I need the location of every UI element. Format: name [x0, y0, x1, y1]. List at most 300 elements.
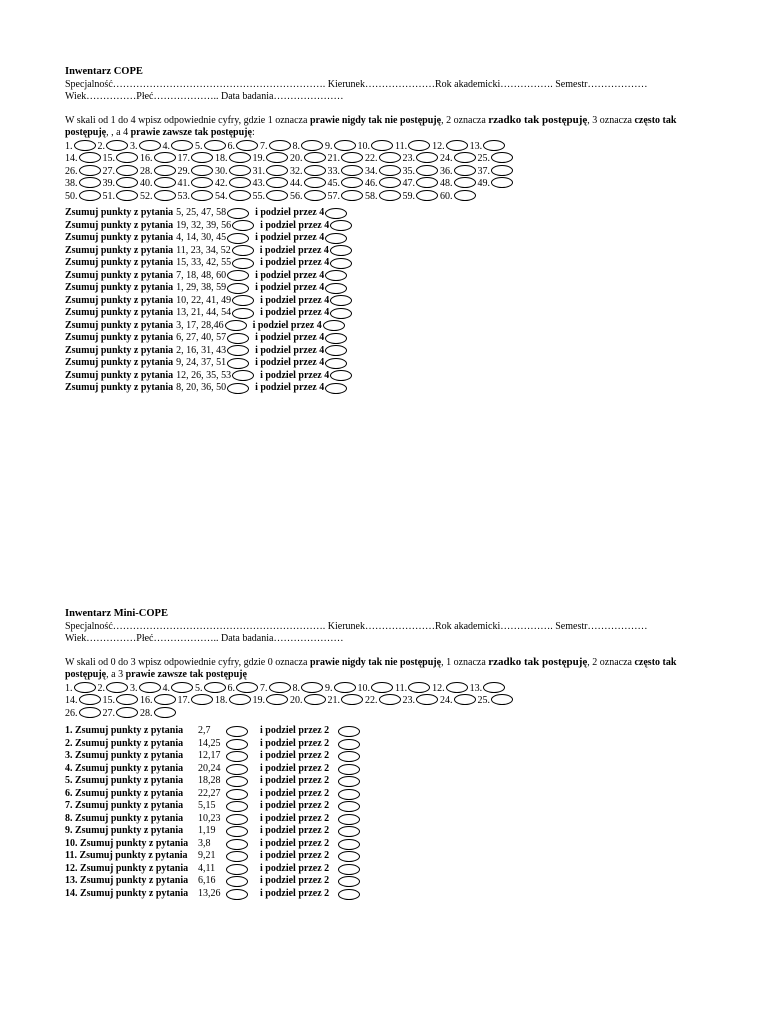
- result-oval[interactable]: [338, 789, 360, 800]
- item-number: 17.: [177, 695, 190, 706]
- sum-label: 14. Zsumuj punkty z pytania: [65, 887, 189, 899]
- answer-item: [65, 682, 98, 696]
- answer-oval[interactable]: [304, 152, 326, 163]
- result-oval[interactable]: [338, 764, 360, 775]
- answer-oval[interactable]: [204, 682, 226, 693]
- item-number: 21.: [327, 153, 340, 164]
- result-oval[interactable]: [325, 383, 347, 394]
- item-number: 37.: [477, 165, 490, 177]
- answer-oval[interactable]: [416, 190, 438, 201]
- answer-oval[interactable]: [379, 152, 401, 163]
- sum-oval[interactable]: [226, 826, 248, 837]
- sum-oval[interactable]: [232, 245, 254, 256]
- answer-oval[interactable]: [171, 682, 193, 693]
- result-oval[interactable]: [338, 851, 360, 862]
- answer-oval[interactable]: [154, 190, 176, 201]
- sum-label: Zsumuj punkty z pytania: [65, 369, 174, 381]
- result-oval[interactable]: [338, 801, 360, 812]
- answer-oval[interactable]: [304, 177, 326, 188]
- answer-oval[interactable]: [79, 177, 101, 188]
- answer-oval[interactable]: [416, 177, 438, 188]
- answer-oval[interactable]: [334, 140, 356, 151]
- answer-item: [65, 177, 103, 191]
- answer-oval[interactable]: [79, 165, 101, 176]
- item-number: 57.: [327, 190, 340, 202]
- answer-oval[interactable]: [106, 140, 128, 151]
- result-oval[interactable]: [325, 233, 347, 244]
- answer-item: [403, 694, 441, 708]
- result-oval[interactable]: [325, 208, 347, 219]
- cope-info-line-1: Specjalność………………………………………………………. Kierunek…………………Rok akademicki……………. Semestr………………: [65, 78, 648, 90]
- answer-oval[interactable]: [379, 694, 401, 705]
- sum-oval[interactable]: [232, 295, 254, 306]
- sum-oval[interactable]: [226, 776, 248, 787]
- answer-oval[interactable]: [341, 152, 363, 163]
- item-number: 59.: [402, 190, 415, 202]
- answer-item: [178, 165, 216, 179]
- sum-label: Zsumuj punkty z pytania: [65, 307, 174, 318]
- answer-item: [328, 694, 366, 708]
- result-oval[interactable]: [338, 776, 360, 787]
- answer-oval[interactable]: [154, 177, 176, 188]
- sum-label: 3. Zsumuj punkty z pytania: [65, 750, 184, 761]
- item-number: 25.: [477, 695, 490, 706]
- item-number: 7.: [260, 682, 268, 694]
- answer-oval[interactable]: [116, 152, 138, 163]
- answer-item: [103, 177, 141, 191]
- item-number: 27.: [102, 707, 115, 719]
- answer-oval[interactable]: [341, 177, 363, 188]
- answer-oval[interactable]: [266, 177, 288, 188]
- result-oval[interactable]: [338, 839, 360, 850]
- item-number: 23.: [402, 153, 415, 164]
- answer-oval[interactable]: [191, 165, 213, 176]
- answer-item: [253, 190, 291, 204]
- answer-item: [253, 694, 291, 708]
- divide-label: i podziel przez 4: [255, 232, 325, 243]
- answer-oval[interactable]: [229, 152, 251, 163]
- answer-oval[interactable]: [116, 190, 138, 201]
- answer-item: [178, 694, 216, 708]
- answer-oval[interactable]: [446, 140, 468, 151]
- answer-oval[interactable]: [266, 694, 288, 705]
- answer-oval[interactable]: [341, 694, 363, 705]
- item-number: 14.: [65, 153, 78, 164]
- scoring-row: [65, 875, 725, 888]
- answer-oval[interactable]: [266, 165, 288, 176]
- answer-oval[interactable]: [371, 140, 393, 151]
- answer-oval[interactable]: [116, 694, 138, 705]
- item-numbers: 3,8: [198, 837, 211, 849]
- answer-item: [228, 140, 261, 154]
- answer-oval[interactable]: [191, 177, 213, 188]
- item-number: 48.: [440, 178, 453, 189]
- answer-oval[interactable]: [341, 165, 363, 176]
- answer-item: [432, 682, 470, 696]
- answer-oval[interactable]: [454, 165, 476, 176]
- answer-oval[interactable]: [116, 177, 138, 188]
- mini-cope-section: [65, 608, 725, 900]
- divide-label: i podziel przez 4: [255, 269, 325, 281]
- sum-oval[interactable]: [227, 358, 249, 369]
- sum-oval[interactable]: [226, 801, 248, 812]
- sum-label: Zsumuj punkty z pytania: [65, 294, 174, 306]
- item-number: 5.: [195, 140, 203, 152]
- answer-row: [65, 707, 725, 720]
- result-oval[interactable]: [325, 333, 347, 344]
- divide-label: i podziel przez 4: [255, 382, 325, 393]
- answer-oval[interactable]: [416, 694, 438, 705]
- item-number: 10.: [357, 682, 370, 694]
- answer-oval[interactable]: [301, 682, 323, 693]
- answer-item: [358, 140, 396, 154]
- item-number: 2.: [97, 140, 105, 152]
- answer-item: [215, 177, 253, 191]
- sum-label: 5. Zsumuj punkty z pytania: [65, 775, 184, 786]
- instr-text: , 3 oznacza: [587, 114, 635, 126]
- answer-item: [365, 694, 403, 708]
- answer-item: [260, 140, 293, 154]
- result-oval[interactable]: [325, 345, 347, 356]
- item-numbers: 5,15: [198, 800, 216, 811]
- item-number: 24.: [440, 695, 453, 706]
- item-number: 10.: [357, 140, 370, 152]
- divide-label: i podziel przez 2: [260, 787, 330, 799]
- instr-text: W skali od 1 do 4 wpisz odpowiednie cyfry, gdzie 1 oznacza: [65, 114, 310, 126]
- result-oval[interactable]: [338, 726, 360, 737]
- answer-oval[interactable]: [79, 152, 101, 163]
- answer-item: [98, 682, 131, 696]
- item-number: 60.: [440, 190, 453, 202]
- scoring-row: [65, 245, 725, 258]
- answer-oval[interactable]: [491, 694, 513, 705]
- answer-oval[interactable]: [454, 694, 476, 705]
- answer-item: [65, 694, 103, 708]
- sum-oval[interactable]: [226, 851, 248, 862]
- item-numbers: 14,25: [198, 737, 221, 749]
- result-oval[interactable]: [338, 889, 360, 900]
- answer-oval[interactable]: [416, 165, 438, 176]
- item-number: 58.: [365, 190, 378, 202]
- answer-item: [478, 165, 516, 179]
- divide-label: i podziel przez 2: [260, 775, 330, 786]
- sum-label: Zsumuj punkty z pytania: [65, 319, 174, 331]
- item-number: 25.: [477, 153, 490, 164]
- item-number: 40.: [140, 178, 153, 189]
- answer-item: [163, 682, 196, 696]
- answer-oval[interactable]: [191, 190, 213, 201]
- result-oval[interactable]: [330, 308, 352, 319]
- sum-label: Zsumuj punkty z pytania: [65, 269, 174, 281]
- answer-oval[interactable]: [454, 177, 476, 188]
- answer-oval[interactable]: [139, 682, 161, 693]
- answer-oval[interactable]: [491, 152, 513, 163]
- answer-item: [195, 140, 228, 154]
- item-numbers: 20,24: [198, 762, 221, 774]
- item-number: 24.: [440, 153, 453, 164]
- answer-oval[interactable]: [408, 682, 430, 693]
- answer-oval[interactable]: [269, 682, 291, 693]
- answer-item: [178, 190, 216, 204]
- item-numbers: 8, 20, 36, 50: [176, 382, 227, 393]
- answer-item: [478, 694, 516, 708]
- sum-oval[interactable]: [227, 233, 249, 244]
- item-number: 4.: [162, 682, 170, 694]
- answer-oval[interactable]: [229, 165, 251, 176]
- answer-item: [403, 177, 441, 191]
- sum-oval[interactable]: [227, 283, 249, 294]
- answer-item: [395, 682, 432, 696]
- cope-info-line-2: Wiek……………Płeć……………….. Data badania…………………: [65, 91, 344, 102]
- answer-oval[interactable]: [171, 140, 193, 151]
- answer-item: [103, 165, 141, 179]
- item-numbers: 2,7: [198, 725, 211, 736]
- answer-item: [253, 152, 291, 166]
- result-oval[interactable]: [325, 358, 347, 369]
- answer-oval[interactable]: [116, 707, 138, 718]
- answer-item: [260, 682, 293, 696]
- answer-oval[interactable]: [236, 682, 258, 693]
- mini-cope-title: Inwentarz Mini-COPE: [65, 608, 168, 619]
- sum-oval[interactable]: [226, 751, 248, 762]
- item-number: 55.: [252, 190, 265, 202]
- answer-oval[interactable]: [266, 190, 288, 201]
- sum-oval[interactable]: [232, 258, 254, 269]
- answer-item: [103, 190, 141, 204]
- answer-item: [440, 152, 478, 166]
- answer-item: [98, 140, 131, 154]
- answer-oval[interactable]: [269, 140, 291, 151]
- answer-oval[interactable]: [379, 165, 401, 176]
- answer-item: [470, 140, 508, 154]
- answer-item: [140, 165, 178, 179]
- item-number: 13.: [469, 140, 483, 152]
- sum-oval[interactable]: [232, 220, 254, 231]
- answer-item: [293, 682, 326, 696]
- answer-oval[interactable]: [483, 140, 505, 151]
- answer-item: [65, 165, 103, 179]
- result-oval[interactable]: [338, 814, 360, 825]
- instr-text: , a 3: [106, 669, 126, 680]
- sum-oval[interactable]: [226, 739, 248, 750]
- item-number: 56.: [290, 190, 303, 202]
- item-number: 1.: [65, 682, 73, 694]
- sum-oval[interactable]: [232, 308, 254, 319]
- answer-oval[interactable]: [341, 190, 363, 201]
- scoring-row: [65, 370, 725, 383]
- answer-item: [163, 140, 196, 154]
- sum-label: Zsumuj punkty z pytania: [65, 382, 174, 393]
- answer-oval[interactable]: [491, 165, 513, 176]
- answer-item: [478, 177, 516, 191]
- sum-oval[interactable]: [226, 864, 248, 875]
- answer-oval[interactable]: [334, 682, 356, 693]
- sum-oval[interactable]: [226, 839, 248, 850]
- sum-oval[interactable]: [225, 320, 247, 331]
- sum-oval[interactable]: [226, 876, 248, 887]
- answer-oval[interactable]: [154, 707, 176, 718]
- divide-label: i podziel przez 4: [255, 207, 325, 218]
- item-number: 18.: [215, 153, 228, 164]
- answer-item: [178, 152, 216, 166]
- mini-scoring-list: [65, 725, 725, 900]
- result-oval[interactable]: [338, 751, 360, 762]
- sum-oval[interactable]: [227, 208, 249, 219]
- result-oval[interactable]: [330, 220, 352, 231]
- answer-oval[interactable]: [446, 682, 468, 693]
- answer-item: [65, 707, 103, 721]
- answer-oval[interactable]: [301, 140, 323, 151]
- result-oval[interactable]: [330, 295, 352, 306]
- divide-label: i podziel przez 2: [260, 875, 330, 886]
- sum-oval[interactable]: [232, 370, 254, 381]
- item-number: 15.: [102, 153, 115, 164]
- result-oval[interactable]: [338, 864, 360, 875]
- item-number: 21.: [327, 695, 340, 706]
- item-number: 8.: [292, 140, 300, 152]
- answer-oval[interactable]: [379, 190, 401, 201]
- divide-label: i podziel przez 4: [255, 282, 325, 293]
- sum-label: Zsumuj punkty z pytania: [65, 207, 174, 218]
- answer-oval[interactable]: [491, 177, 513, 188]
- result-oval[interactable]: [338, 826, 360, 837]
- answer-oval[interactable]: [266, 152, 288, 163]
- instr-text: , 1 oznacza: [441, 656, 489, 668]
- item-number: 46.: [365, 178, 378, 189]
- answer-oval[interactable]: [154, 152, 176, 163]
- result-oval[interactable]: [338, 876, 360, 887]
- item-numbers: 12,17: [198, 750, 221, 761]
- scoring-row: [65, 850, 725, 863]
- answer-item: [325, 140, 358, 154]
- item-number: 16.: [140, 153, 153, 164]
- answer-oval[interactable]: [139, 140, 161, 151]
- result-oval[interactable]: [325, 283, 347, 294]
- divide-label: i podziel przez 2: [260, 837, 330, 849]
- answer-item: [215, 152, 253, 166]
- answer-oval[interactable]: [204, 140, 226, 151]
- item-numbers: 22,27: [198, 787, 221, 799]
- item-number: 34.: [365, 165, 378, 177]
- item-number: 6.: [227, 682, 235, 694]
- sum-label: Zsumuj punkty z pytania: [65, 357, 174, 368]
- answer-oval[interactable]: [229, 177, 251, 188]
- scoring-row: [65, 295, 725, 308]
- item-number: 54.: [215, 190, 228, 202]
- sum-label: Zsumuj punkty z pytania: [65, 282, 174, 293]
- answer-item: [215, 190, 253, 204]
- answer-oval[interactable]: [371, 682, 393, 693]
- item-numbers: 2, 16, 31, 43: [176, 344, 227, 356]
- sum-oval[interactable]: [226, 726, 248, 737]
- instr-bold: prawie zawsze tak postępuję: [130, 127, 252, 138]
- answer-item: [228, 682, 261, 696]
- item-numbers: 9,21: [198, 850, 216, 861]
- answer-oval[interactable]: [79, 694, 101, 705]
- answer-oval[interactable]: [408, 140, 430, 151]
- sum-oval[interactable]: [227, 270, 249, 281]
- answer-oval[interactable]: [229, 190, 251, 201]
- answer-oval[interactable]: [304, 694, 326, 705]
- result-oval[interactable]: [325, 270, 347, 281]
- answer-oval[interactable]: [79, 707, 101, 718]
- item-number: 8.: [292, 682, 300, 694]
- answer-oval[interactable]: [74, 140, 96, 151]
- sum-oval[interactable]: [226, 789, 248, 800]
- result-oval[interactable]: [323, 320, 345, 331]
- sum-oval[interactable]: [226, 764, 248, 775]
- item-number: 16.: [140, 695, 153, 706]
- mini-info-line-2: Wiek……………Płeć……………….. Data badania…………………: [65, 633, 344, 644]
- item-number: 41.: [177, 178, 190, 189]
- item-number: 42.: [215, 178, 228, 189]
- sum-oval[interactable]: [226, 889, 248, 900]
- answer-oval[interactable]: [79, 190, 101, 201]
- result-oval[interactable]: [330, 258, 352, 269]
- answer-oval[interactable]: [229, 694, 251, 705]
- answer-oval[interactable]: [236, 140, 258, 151]
- answer-oval[interactable]: [154, 694, 176, 705]
- answer-oval[interactable]: [416, 152, 438, 163]
- answer-oval[interactable]: [74, 682, 96, 693]
- sum-oval[interactable]: [227, 345, 249, 356]
- answer-oval[interactable]: [191, 152, 213, 163]
- sum-label: 7. Zsumuj punkty z pytania: [65, 800, 184, 811]
- result-oval[interactable]: [338, 739, 360, 750]
- divide-label: i podziel przez 4: [260, 307, 330, 318]
- divide-label: i podziel przez 2: [260, 737, 330, 749]
- sum-oval[interactable]: [227, 383, 249, 394]
- item-numbers: 18,28: [198, 775, 221, 786]
- answer-item: [140, 707, 178, 721]
- answer-oval[interactable]: [304, 165, 326, 176]
- answer-oval[interactable]: [116, 165, 138, 176]
- answer-row: [65, 165, 725, 178]
- answer-oval[interactable]: [106, 682, 128, 693]
- sum-oval[interactable]: [226, 814, 248, 825]
- answer-item: [403, 165, 441, 179]
- item-number: 6.: [227, 140, 235, 152]
- item-number: 15.: [102, 695, 115, 706]
- answer-item: [432, 140, 470, 154]
- item-numbers: 5, 25, 47, 58: [176, 207, 227, 218]
- scoring-row: [65, 345, 725, 358]
- item-numbers: 10,23: [198, 812, 221, 824]
- sum-oval[interactable]: [227, 333, 249, 344]
- answer-oval[interactable]: [483, 682, 505, 693]
- sum-label: Zsumuj punkty z pytania: [65, 244, 174, 256]
- answer-item: [403, 152, 441, 166]
- answer-oval[interactable]: [154, 165, 176, 176]
- scoring-row: [65, 813, 725, 826]
- answer-oval[interactable]: [454, 190, 476, 201]
- answer-oval[interactable]: [379, 177, 401, 188]
- result-oval[interactable]: [330, 370, 352, 381]
- instr-bold: prawie zawsze tak postępuję: [125, 669, 247, 680]
- item-number: 13.: [469, 682, 483, 694]
- item-numbers: 10, 22, 41, 49: [176, 294, 232, 306]
- answer-oval[interactable]: [191, 694, 213, 705]
- answer-item: [290, 177, 328, 191]
- answer-oval[interactable]: [454, 152, 476, 163]
- answer-oval[interactable]: [304, 190, 326, 201]
- answer-row: [65, 152, 725, 165]
- item-number: 22.: [365, 695, 378, 706]
- sum-label: 4. Zsumuj punkty z pytania: [65, 762, 184, 774]
- cope-instructions: [65, 114, 690, 140]
- scoring-row: [65, 738, 725, 751]
- result-oval[interactable]: [330, 245, 352, 256]
